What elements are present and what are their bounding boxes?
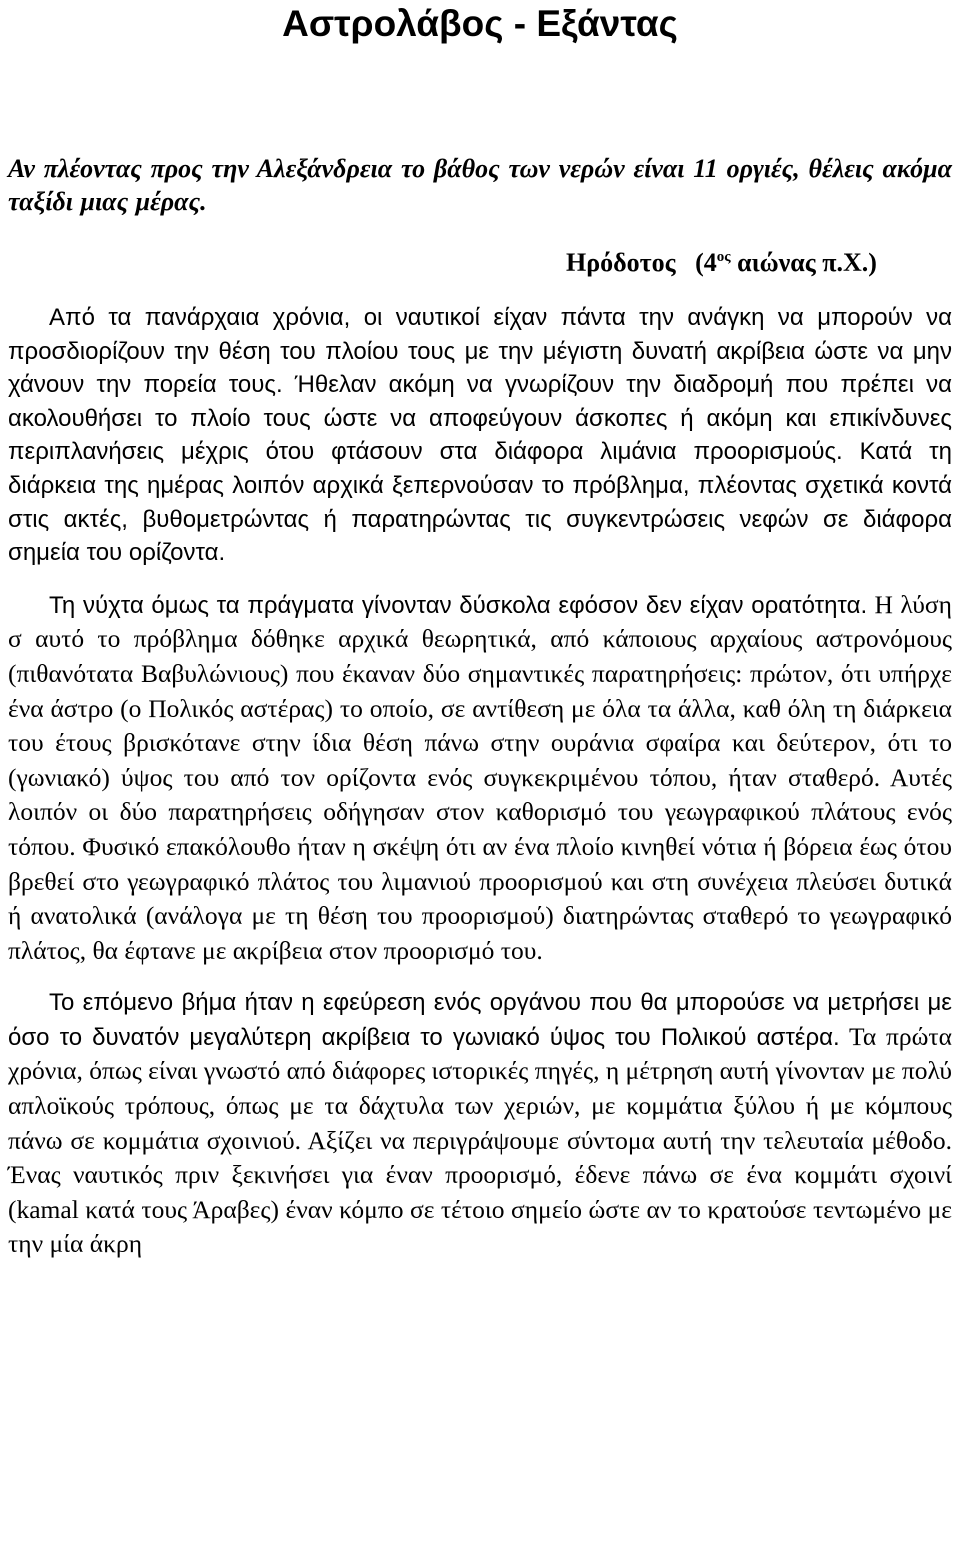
paragraph-1 (8, 301, 952, 570)
paragraph-2-text-serif: Η λύση σ αυτό το πρόβλημα δόθηκε αρχικά θεωρητικά, από κάποιους αρχαίους αστρονόμους (πιθανότατα Βαβυλώνιους) που έκαναν δύο σημαντικές παρατηρήσεις: πρώτον, ότι υπήρχε ένα άστρο (ο Πολικός αστέρας) το οποίο, σε αντίθεση με όλα τα άλλα, καθ όλη τη διάρκεια του έτους βρισκότανε στην ίδια θέση πάνω στην ουράνια σφαίρα και δεύτερον, ότι το (γωνιακό) ύψος του από τον ορίζοντα ενός συγκεκριμένου τόπου, ήταν σταθερό. Αυτές λοιπόν οι δύο παρατηρήσεις οδήγησαν στον καθορισμό του γεωγραφικού πλάτους ενός τόπου. Φυσικό επακόλουθο ήταν η σκέψη ότι αν ένα πλοίο κινηθεί νότια ή βόρεια έως ότου βρεθεί στο γεωγραφικό πλάτος του λιμανιού προορισμού και στη συνέχεια πλεύσει δυτικά ή ανατολικά (ανάλογα με τη θέση του προορισμού) διατηρώντας σταθερό το γεωγραφικό πλάτος, θα έφτανε με ακρίβεια στον προορισμό του. (8, 589, 952, 965)
document-page (8, 0, 952, 1262)
epigraph-author: Ηρόδοτος (566, 248, 676, 277)
document-title: Αστρολάβος - Εξάντας (282, 3, 678, 44)
paragraph-2 (8, 588, 952, 969)
paragraph-3-text-serif: Τα πρώτα χρόνια, όπως είναι γνωστό από διάφορες ιστορικές πηγές, η μέτρηση αυτή γίνονταν με πολύ απλοϊκούς τρόπους, όπως με τα δάχτυλα των χεριών, με κομμάτια ξύλου ή με κόμπους πάνω σε κομμάτια σχοινιού. Αξίζει να περιγράψουμε σύντομα αυτή την τελευταία μέθοδο. Ένας ναυτικός πριν ξεκινήσει για έναν προορισμό, έδενε πάνω σε ένα κομμάτι σχοινί (kamal κατά τους Άραβες) έναν κόμπο σε τέτοιο σημείο ώστε αν το κρατούσε τεντωμένο με την μία άκρη (8, 1021, 952, 1259)
paragraph-2-text-sans: Τη νύχτα όμως τα πράγματα γίνονταν δύσκολα εφόσον δεν είχαν ορατότητα. (49, 591, 868, 619)
paragraph-3-text-sans: Το επόμενο βήμα ήταν η εφεύρεση ενός οργάνου που θα μπορούσε να μετρήσει με όσο το δυνατόν μεγαλύτερη ακρίβεια το γωνιακό ύψος του Πολικού αστέρα. (8, 989, 952, 1051)
epigraph-era-prefix: (4 (695, 248, 717, 277)
epigraph-attribution (8, 246, 952, 279)
epigraph-era-suffix: αιώνας π.Χ.) (730, 248, 877, 277)
epigraph-quote: Αν πλέοντας προς την Αλεξάνδρεια το βάθος των νερών είναι 11 οργιές, θέλεις ακόμα ταξίδι μιας μέρας. (8, 154, 952, 216)
paragraph-3 (8, 986, 952, 1262)
epigraph-era-superscript: ος (716, 249, 731, 265)
paragraph-1-text: Από τα πανάρχαια χρόνια, οι ναυτικοί είχαν πάντα την ανάγκη να μπορούν να προσδιορίζουν την θέση του πλοίου τους με την μέγιστη δυνατή ακρίβεια ώστε να μην χάνουν την πορεία τους. Ήθελαν ακόμη να γνωρίζουν την διαδρομή που πρέπει να ακολουθήσει το πλοίο τους ώστε να αποφεύγουν άσκοπες ή ακόμη και επικίνδυνες περιπλανήσεις μέχρις ότου φτάσουν στα διάφορα λιμάνια προορισμούς. Κατά τη διάρκεια της ημέρας λοιπόν αρχικά ξεπερνούσαν το πρόβλημα, πλέοντας σχετικά κοντά στις ακτές, βυθομετρώντας ή παρατηρώντας τις συγκεντρώσεις νεφών σε διάφορα σημεία του ορίζοντα. (8, 304, 952, 567)
